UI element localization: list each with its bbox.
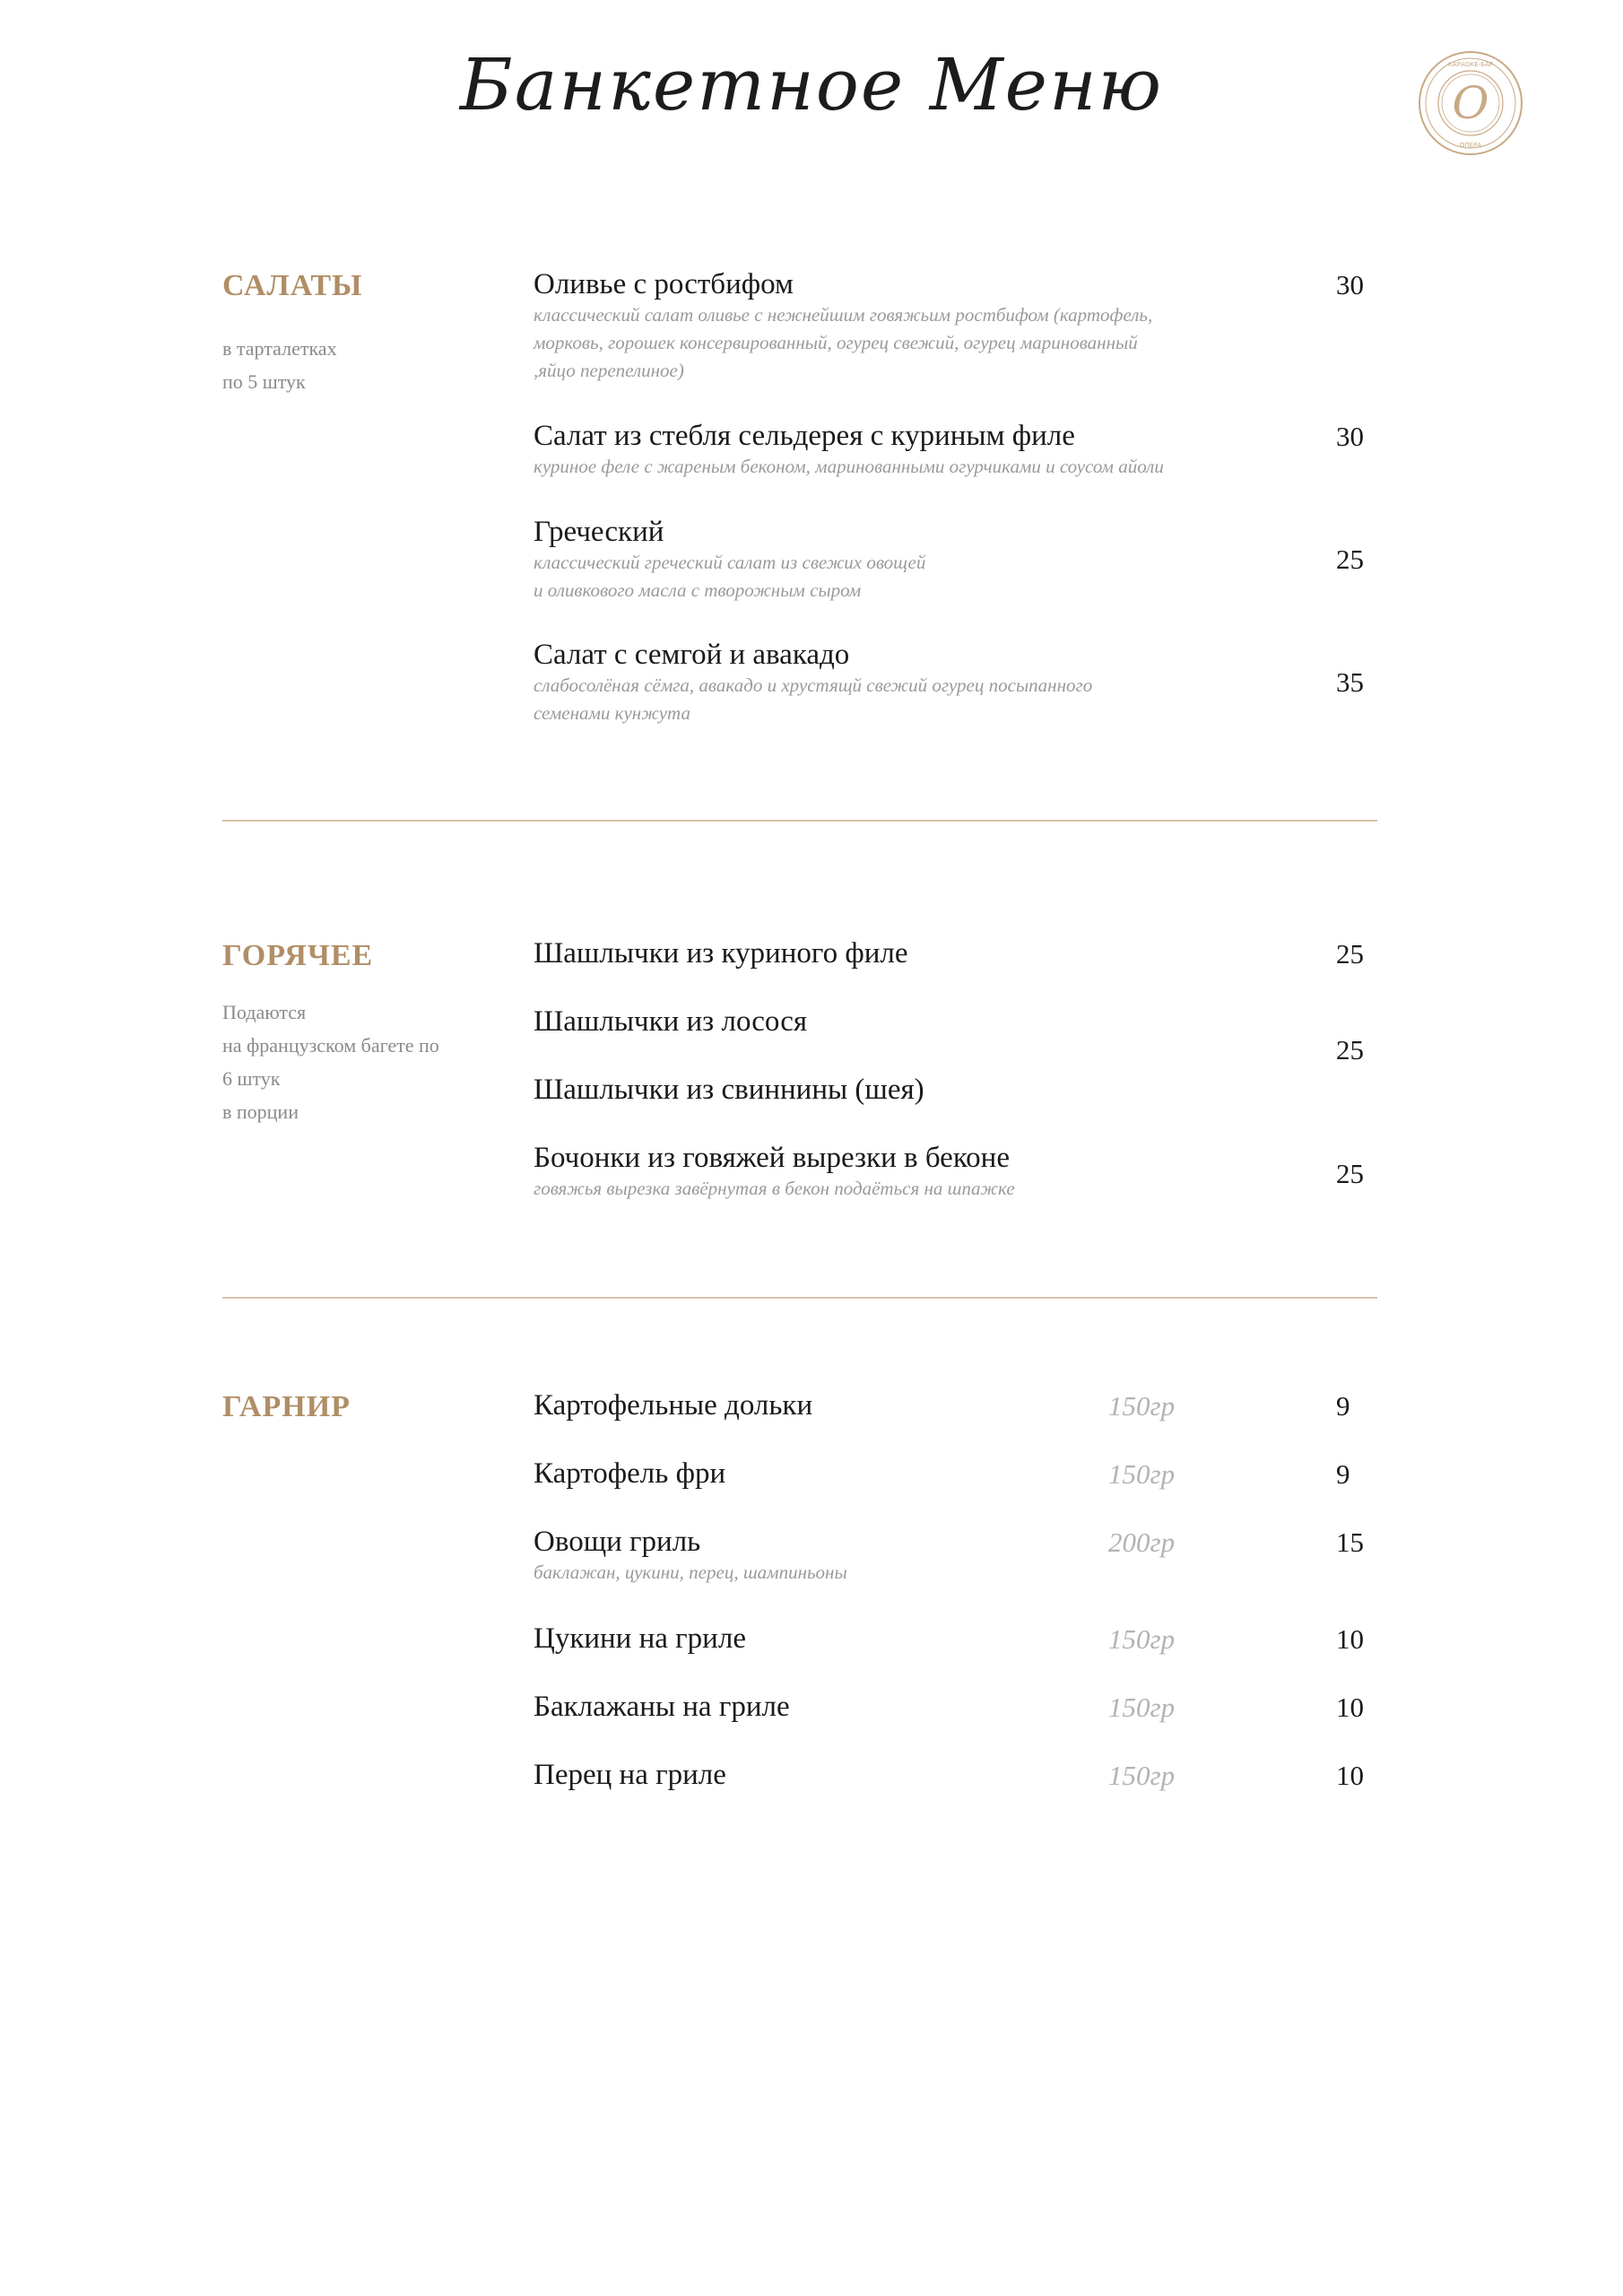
item-description: классический салат оливье с нежнейшим говяжьим ростбифом (картофель, [534,304,1153,326]
item-name: Картофельные дольки [534,1389,813,1422]
item-description: ,яйцо перепелиное) [534,360,684,381]
item-price: 25 [1336,938,1364,970]
menu-item [534,1758,726,1792]
item-description: и оливкового масла с творожным сыром [534,579,862,601]
item-price: 9 [1336,1390,1350,1422]
menu-item [534,1004,807,1039]
item-weight: 150гр [1108,1458,1176,1490]
item-weight: 150гр [1108,1760,1176,1791]
section-note-salads [222,332,337,398]
menu-item [534,419,1164,481]
menu-item [534,267,1152,385]
item-name: Салат из стебля сельдерея с куриным филе [534,420,1075,452]
item-name: Оливье с ростбифом [534,268,794,300]
item-description: морковь, горошек консервированный, огурец свежий, огурец маринованный [534,332,1138,353]
item-price: 10 [1336,1760,1364,1791]
item-description: слабосолёная сёмга, авакадо и хрустящй свежий огурец посыпанного [534,674,1093,696]
note-line: в тарталетках [222,337,337,360]
item-name: Перец на гриле [534,1759,726,1791]
note-line: по 5 штук [222,370,306,393]
item-price: 25 [1336,1034,1364,1065]
note-line: на французском багете по [222,1034,439,1057]
item-weight: 200гр [1108,1526,1176,1558]
page-title: Банкетное Меню [459,43,1164,126]
item-description: куриное феле с жареным беконом, маринованными огурчиками и соусом айоли [534,456,1164,477]
menu-item [534,1457,725,1491]
item-name: Цукини на гриле [534,1622,746,1655]
menu-item [534,1388,812,1422]
section-title-salads: САЛАТЫ [222,269,363,302]
item-price: 30 [1336,421,1364,452]
section-divider [222,820,1377,822]
menu-item [534,936,907,970]
item-name: Бочонки из говяжей вырезки в беконе [534,1142,1010,1174]
item-weight: 150гр [1108,1390,1176,1422]
item-price: 15 [1336,1526,1364,1558]
section-title-garnish: ГАРНИР [222,1390,351,1423]
menu-item [534,638,1092,727]
item-price: 9 [1336,1458,1350,1490]
item-description: говяжья вырезка завёрнутая в бекон подаёться на шпажке [534,1178,1015,1199]
item-description: баклажан, цукини, перец, шампиньоны [534,1561,847,1583]
section-note-hot [222,996,439,1128]
item-name: Шашлычки из свиннины (шея) [534,1074,924,1106]
menu-item [534,1525,847,1587]
item-price: 25 [1336,1158,1364,1189]
logo [1417,45,1524,161]
item-name: Картофель фри [534,1457,726,1490]
menu-item [534,1690,790,1724]
item-price: 10 [1336,1692,1364,1723]
item-price: 35 [1336,666,1364,698]
menu-item [534,1073,924,1107]
note-line: Подаются [222,1001,307,1023]
item-weight: 150гр [1108,1692,1176,1723]
menu-item [534,1141,1015,1203]
item-name: Шашлычки из куриного филе [534,937,908,970]
logo-top-text: КАРАОКЕ-БАР [1447,61,1494,68]
item-description: семенами кунжута [534,702,690,724]
section-title-hot: ГОРЯЧЕЕ [222,939,374,972]
item-price: 10 [1336,1623,1364,1655]
item-price: 25 [1336,544,1364,575]
item-weight: 150гр [1108,1623,1176,1655]
item-price: 30 [1336,269,1364,300]
menu-item [534,515,925,604]
logo-bottom-text: ОПЕРА [1459,142,1482,149]
item-name: Салат с семгой и авакадо [534,639,850,671]
item-name: Овощи гриль [534,1526,701,1558]
logo-monogram: O [1452,77,1489,129]
note-line: в порции [222,1100,299,1123]
item-name: Баклажаны на гриле [534,1691,790,1723]
item-name: Шашлычки из лосося [534,1005,808,1038]
item-description: классический греческий салат из свежих овощей [534,552,926,573]
item-name: Греческий [534,516,664,548]
section-divider [222,1297,1377,1299]
note-line: 6 штук [222,1067,281,1090]
menu-item [534,1622,746,1656]
